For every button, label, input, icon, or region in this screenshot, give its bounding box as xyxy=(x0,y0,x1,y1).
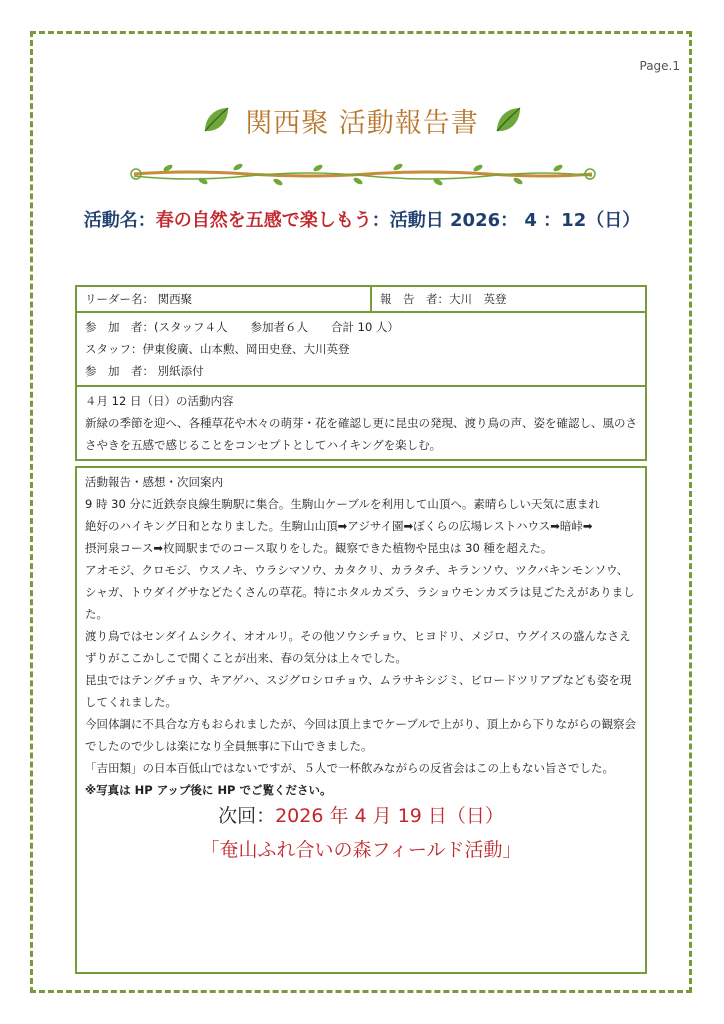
activity-label: 活動名： xyxy=(83,210,156,231)
content-cell xyxy=(77,387,645,459)
report-paragraph: 9 時 30 分に近鉄奈良線生駒駅に集合。生駒山ケーブルを利用して山頂へ。素晴らしい天気に恵まれ xyxy=(85,497,600,511)
photo-note: ※写真は HP アップ後に HP でご覧ください。 xyxy=(85,783,332,797)
report-paragraph: 渡り鳥ではセンダイムシクイ、オオルリ。その他ソウシチョウ、ヒヨドリ、メジロ、ウグイスの盛んなさえずりがここかしこで聞くことが出来、春の気分は上々でした。 xyxy=(85,629,631,665)
next-event-title: 「奄山ふれ合いの森フィールド活動」 xyxy=(200,839,522,861)
report-paragraph: 絶好のハイキング日和となりました。生駒山山頂➡アジサイ園➡ぼくらの広場レストハウス➡暗峠➡ xyxy=(85,519,593,533)
leader-cell: リーダー名： 関西聚 xyxy=(77,287,372,311)
info-table xyxy=(75,285,647,461)
participants-list: 参 加 者： 別紙添付 xyxy=(85,364,204,378)
leaf-icon-right xyxy=(493,105,523,135)
next-activity xyxy=(85,805,637,827)
activity-heading xyxy=(0,206,724,232)
document-title: 関西聚 活動報告書 xyxy=(245,107,479,139)
participants-count: 参 加 者：(スタッフ４人 参加者６人 合計 10 人） xyxy=(85,320,399,334)
vine-decoration xyxy=(128,160,598,190)
report-box xyxy=(75,466,647,974)
staff-list: スタッフ：伊東俊廣、山本勲、岡田史登、大川英登 xyxy=(85,342,350,356)
next-date: 2026 年 4 月 19 日（日） xyxy=(275,805,504,827)
report-paragraph: アオモジ、クロモジ、ウスノキ、ウラシマソウ、カタクリ、カラタチ、キランソウ、ツクバキンモンソウ、シャガ、トウダイグサなどたくさんの草花。特にホタルカズラ、ラショウモンカズラは見ごたえがありました。 xyxy=(85,563,635,621)
content-heading: ４月 12 日（日）の活動内容 xyxy=(85,394,234,408)
next-label: 次回： xyxy=(218,805,276,827)
members-cell xyxy=(77,313,645,387)
report-heading: 活動報告・感想・次回案内 xyxy=(85,475,223,489)
page-number: Page.1 xyxy=(639,59,680,73)
activity-name: 春の自然を五感で楽しもう xyxy=(155,210,372,231)
reporter-cell: 報 告 者：大川 英登 xyxy=(380,292,507,306)
title-row xyxy=(0,100,724,140)
leaf-icon-left xyxy=(201,105,231,135)
activity-date: ：活動日 2026： 4 ：12（日） xyxy=(371,210,641,231)
info-row-leader xyxy=(77,287,645,313)
report-paragraph: 「吉田類」の日本百低山ではないですが、５人で一杯飲みながらの反省会はこの上もない旨さでした。 xyxy=(85,761,614,775)
content-text: 新緑の季節を迎へ、各種草花や木々の萌芽・花を確認し更に昆虫の発現、渡り鳥の声、姿を確認し、風のささやきを五感で感じることをコンセプトとしてハイキングを楽しむ。 xyxy=(85,416,637,452)
report-paragraph: 昆虫ではテングチョウ、キアゲハ、スジグロシロチョウ、ムラサキシジミ、ビロードツリアブなども姿を現してくれました。 xyxy=(85,673,632,709)
report-paragraph: 今回体調に不具合な方もおられましたが、今回は頂上までケーブルで上がり、頂上から下りながらの観察会でしたので少しは楽になり全員無事に下山できました。 xyxy=(85,717,636,753)
report-paragraph: 摂河泉コース➡枚岡駅までのコース取りをした。観察できた植物や昆虫は 30 種を超えた。 xyxy=(85,541,553,555)
